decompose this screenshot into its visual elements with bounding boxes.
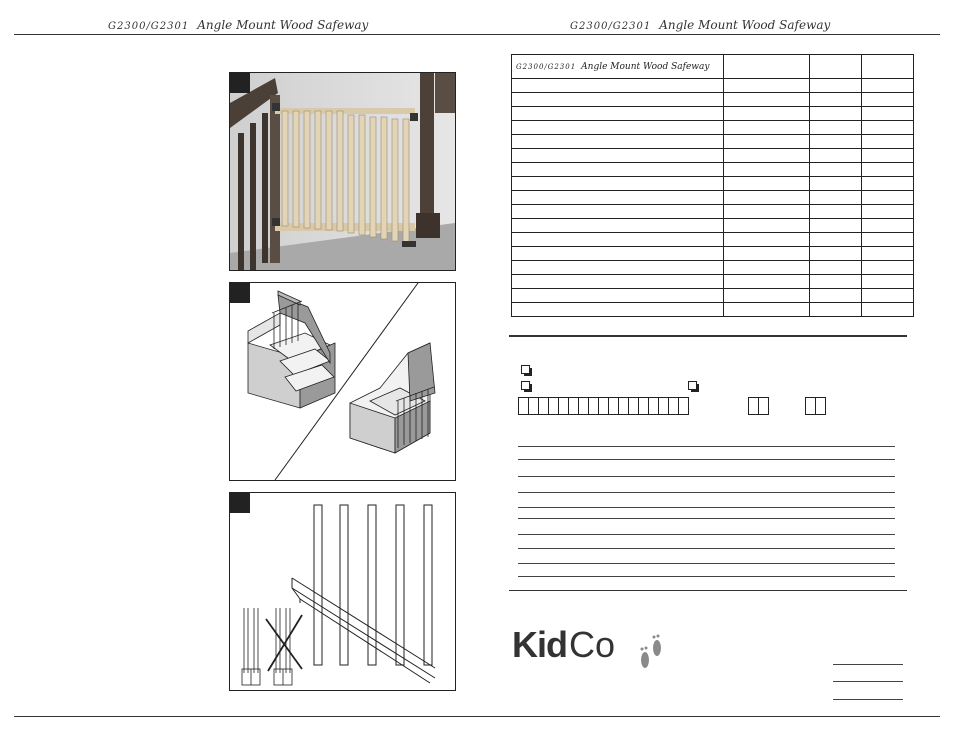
parts-table-row [512, 177, 914, 191]
parts-table-cell [810, 289, 862, 303]
section-divider [509, 335, 907, 337]
parts-table-row [512, 303, 914, 317]
parts-table-cell [724, 79, 810, 93]
parts-table-cell [724, 233, 810, 247]
gate-photo [230, 73, 455, 270]
parts-table-cell [862, 107, 914, 121]
parts-table-cell [512, 275, 724, 289]
header-rule [14, 34, 940, 35]
write-in-line[interactable] [518, 548, 895, 549]
header-title-right [570, 18, 830, 32]
parts-table-cell [810, 107, 862, 121]
parts-table-cell [512, 233, 724, 247]
parts-table-cell [862, 121, 914, 135]
parts-table-cell [810, 177, 862, 191]
entry-box[interactable] [758, 397, 769, 415]
parts-table-row [512, 261, 914, 275]
parts-table-cell [512, 107, 724, 121]
parts-table-cell [724, 177, 810, 191]
stair-diagram [230, 283, 455, 480]
parts-table-row [512, 149, 914, 163]
parts-table-cell [810, 135, 862, 149]
header-cell [810, 55, 862, 79]
entry-box[interactable] [815, 397, 826, 415]
parts-table-cell [512, 79, 724, 93]
year-entry-boxes[interactable] [805, 397, 825, 415]
parts-table-header [512, 55, 914, 79]
parts-table-row [512, 163, 914, 177]
parts-table [511, 54, 914, 317]
parts-table-cell [862, 233, 914, 247]
parts-table-cell [724, 107, 810, 121]
write-in-line[interactable] [518, 534, 895, 535]
address-line [833, 664, 903, 665]
address-line [833, 699, 903, 700]
parts-table-cell [724, 93, 810, 107]
logo-kid: Kid [512, 624, 567, 665]
slat-diagram [230, 493, 455, 690]
parts-table-cell [862, 205, 914, 219]
parts-table-cell [512, 93, 724, 107]
step-number-badge [230, 73, 250, 93]
parts-table-cell [724, 163, 810, 177]
parts-table-cell [724, 135, 810, 149]
month-entry-boxes[interactable] [748, 397, 768, 415]
parts-table-cell [512, 205, 724, 219]
parts-table-body [512, 79, 914, 317]
write-in-line[interactable] [518, 507, 895, 508]
parts-table-cell [724, 219, 810, 233]
parts-table-cell [862, 191, 914, 205]
parts-table-model: G2300/G2301 [516, 62, 577, 71]
parts-table-cell [724, 289, 810, 303]
parts-table-cell [862, 79, 914, 93]
parts-table-cell [512, 163, 724, 177]
parts-table-row [512, 219, 914, 233]
footer-rule [14, 716, 940, 717]
parts-table-cell [810, 233, 862, 247]
parts-table-cell [512, 289, 724, 303]
parts-table-title [512, 55, 724, 79]
header-title-left [108, 18, 368, 32]
parts-table-cell [810, 303, 862, 317]
parts-table-cell [810, 247, 862, 261]
code-entry-boxes[interactable] [518, 397, 688, 415]
parts-table-cell [810, 149, 862, 163]
parts-table-cell [724, 303, 810, 317]
parts-table-cell [810, 205, 862, 219]
parts-table-row [512, 107, 914, 121]
parts-table-row [512, 135, 914, 149]
write-in-line[interactable] [518, 446, 895, 447]
parts-table-cell [810, 79, 862, 93]
parts-table-cell [724, 191, 810, 205]
logo-co: Co [569, 624, 616, 665]
write-in-line[interactable] [518, 492, 895, 493]
parts-table-cell [724, 149, 810, 163]
parts-table-cell [862, 163, 914, 177]
parts-table-cell [862, 303, 914, 317]
parts-table-cell [512, 261, 724, 275]
parts-table-row [512, 93, 914, 107]
write-in-line[interactable] [518, 476, 895, 477]
parts-table-cell [862, 275, 914, 289]
photo-panel [229, 72, 456, 271]
parts-table-row [512, 191, 914, 205]
parts-table-cell [862, 135, 914, 149]
header-name-right: Angle Mount Wood Safeway [659, 18, 831, 32]
parts-table-row [512, 275, 914, 289]
write-in-line[interactable] [518, 576, 895, 577]
parts-table-cell [512, 135, 724, 149]
parts-table-cell [724, 121, 810, 135]
parts-table-row [512, 289, 914, 303]
kidco-logo [512, 624, 615, 666]
parts-table-cell [810, 275, 862, 289]
parts-table-cell [810, 93, 862, 107]
parts-table-cell [862, 177, 914, 191]
parts-table-cell [862, 219, 914, 233]
parts-table-cell [862, 149, 914, 163]
header-cell [724, 55, 810, 79]
address-line [833, 681, 903, 682]
parts-table-cell [862, 93, 914, 107]
entry-box[interactable] [678, 397, 689, 415]
write-in-line[interactable] [518, 459, 895, 460]
slat-detail-panel [229, 492, 456, 691]
parts-table-cell [724, 261, 810, 275]
parts-table-cell [512, 219, 724, 233]
parts-table-row [512, 233, 914, 247]
step-number-badge [230, 283, 250, 303]
write-in-line[interactable] [518, 563, 895, 564]
header-model-right: G2300/G2301 [570, 21, 652, 32]
checkbox-option-3[interactable] [688, 381, 697, 390]
parts-table-cell [724, 205, 810, 219]
parts-table-cell [810, 121, 862, 135]
write-in-line[interactable] [518, 518, 895, 519]
parts-table-cell [512, 177, 724, 191]
parts-table-row [512, 247, 914, 261]
parts-table-cell [810, 219, 862, 233]
parts-table-cell [512, 247, 724, 261]
stair-diagram-panel [229, 282, 456, 481]
parts-table-cell [512, 149, 724, 163]
step-number-badge [230, 493, 250, 513]
parts-table-row [512, 79, 914, 93]
footprints-icon [636, 630, 666, 674]
checkbox-option-1[interactable] [521, 365, 530, 374]
parts-table-cell [810, 163, 862, 177]
section-divider [509, 590, 907, 591]
parts-table-cell [512, 303, 724, 317]
parts-table-cell [810, 191, 862, 205]
checkbox-option-2[interactable] [521, 381, 530, 390]
parts-table-row [512, 121, 914, 135]
parts-table-cell [862, 247, 914, 261]
parts-table-name: Angle Mount Wood Safeway [581, 61, 710, 72]
parts-table-cell [512, 121, 724, 135]
parts-table-cell [862, 261, 914, 275]
parts-table-cell [862, 289, 914, 303]
header-model-left: G2300/G2301 [108, 21, 190, 32]
parts-table-cell [724, 275, 810, 289]
parts-table-cell [724, 247, 810, 261]
parts-table-row [512, 205, 914, 219]
parts-table-cell [810, 261, 862, 275]
header-name-left: Angle Mount Wood Safeway [197, 18, 369, 32]
parts-table-cell [512, 191, 724, 205]
header-cell [862, 55, 914, 79]
